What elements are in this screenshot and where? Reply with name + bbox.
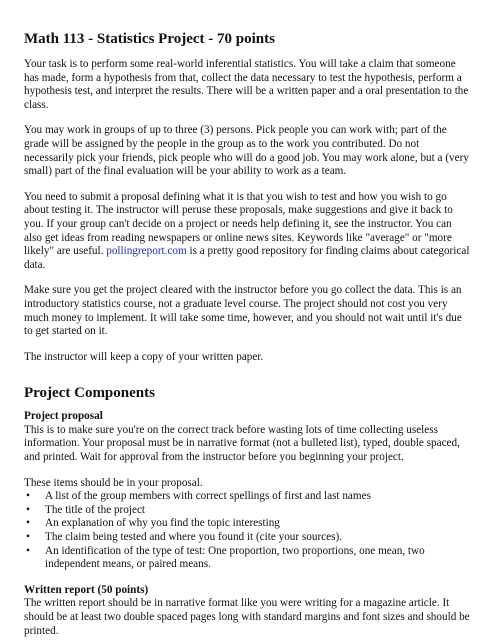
written-report-paragraph: The written report should be in narrative format like you were writing for a magazine article. It should be at least two double spaced pages long with standard margins and font sizes and should be printed.: [24, 597, 470, 637]
proposal-paragraph: This is to make sure you're on the correct track before wasting lots of time collecting useless information. Your proposal must be in narrative format (not a bulleted list), typed, double spaced, and printed. Wait for approval from the instructor before you beginning your project.: [24, 423, 460, 464]
proposal-items-list: [24, 490, 471, 572]
clearance-paragraph: Make sure you get the project cleared with the instructor before you go collect the data. This is an introductory statistics course, not a graduate level course. The project should not cost you very much money to implement. It will take some time, however, and you should not wait until it's due to get started on it.: [24, 284, 462, 338]
intro-paragraph: Your task is to perform some real-world inferential statistics. You will take a claim that someone has made, form a hypothesis from that, collect the data necessary to test the hypothesis, perform a hypothesis test, and interpret the results. There will be a written paper and a oral presentation to the class.: [24, 58, 469, 111]
pollingreport-link[interactable]: pollingreport.com: [106, 245, 187, 258]
proposal-items-intro: These items should be in your proposal.: [24, 476, 203, 489]
page-title: Math 113 - Statistics Project - 70 points: [24, 31, 275, 47]
components-heading: Project Components: [24, 385, 155, 402]
written-report-heading: Written report (50 points): [24, 583, 149, 596]
proposal-instructions-text: You need to submit a proposal defining what it is that you wish to test and how you wish to go about testing it. The instructor will peruse these proposals, make suggestions and give it back to you. If your group can't decide on a project or needs help defining it, see the instructor. You can also get ideas from reading newspapers or online news sites. Keywords like "average" or "more likely" are useful.: [24, 190, 453, 258]
bullet-icon: •: [26, 517, 30, 530]
list-item: • The title of the project: [26, 503, 146, 516]
groups-paragraph: You may work in groups of up to three (3) persons. Pick people you can work with; part of the grade will be assigned by the people in the group as to the work you contributed. Do not necessarily pick your friends, pick people who will do a good job. You may work alone, but a (very small) part of the final evaluation will be your ability to work as a team.: [24, 124, 469, 178]
bullet-icon: •: [26, 544, 30, 557]
bullet-icon: •: [26, 490, 30, 503]
proposal-instructions-paragraph: [24, 191, 471, 273]
list-item: • The claim being tested and where you found it (cite your sources).: [26, 531, 342, 544]
list-item: • An identification of the type of test: One proportion, two proportions, one mean, two independent means, or paired means.: [26, 544, 425, 571]
bullet-icon: •: [26, 503, 30, 516]
proposal-instructions-tail: is a pretty good repository for finding claims about categorical data.: [24, 245, 470, 271]
list-item: • A list of the group members with correct spellings of first and last names: [26, 490, 371, 503]
list-item: • An explanation of why you find the topic interesting: [26, 517, 280, 530]
bullet-icon: •: [26, 531, 30, 544]
proposal-heading: Project proposal: [24, 410, 103, 423]
copy-note-paragraph: The instructor will keep a copy of your written paper.: [24, 350, 264, 363]
